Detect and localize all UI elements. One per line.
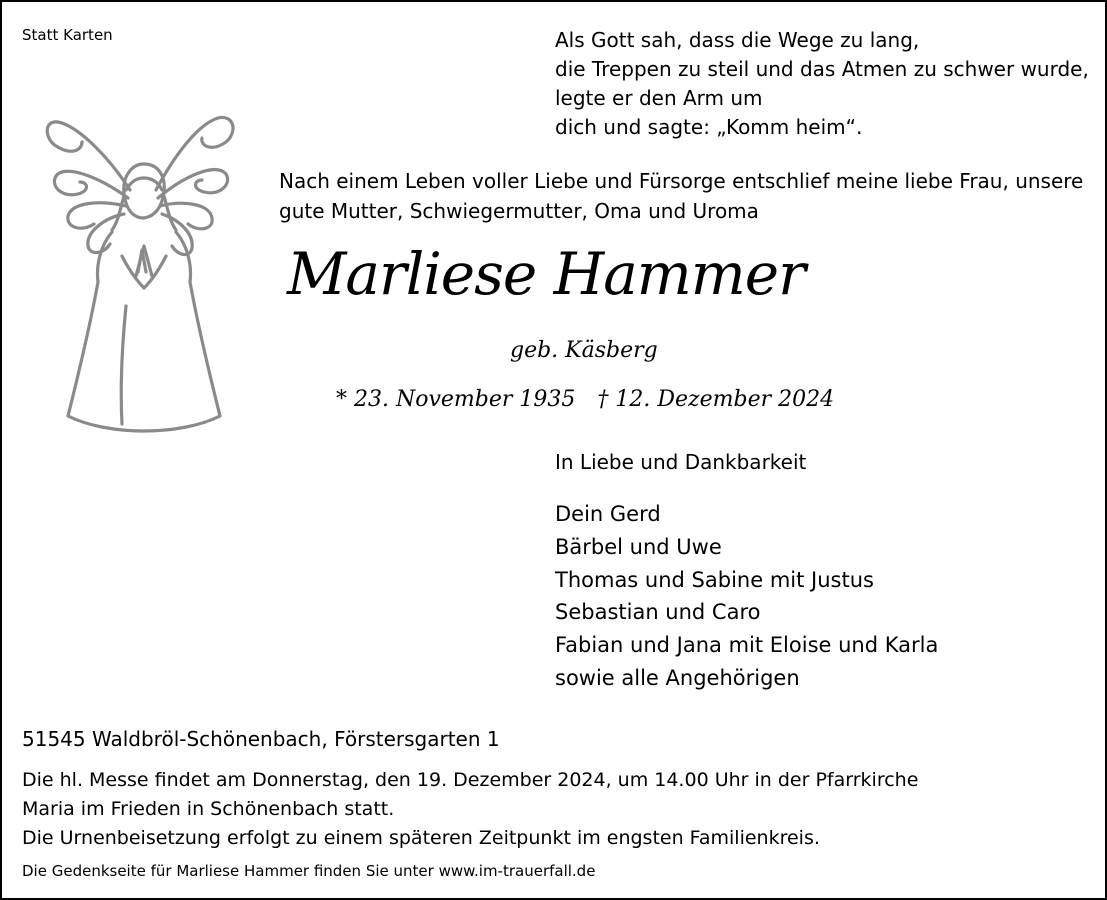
life-dates	[336, 387, 834, 412]
list-item: Sebastian und Caro	[555, 600, 761, 625]
angel-icon	[38, 106, 238, 446]
list-item: Dein Gerd	[555, 502, 661, 526]
death-date: † 12. Dezember 2024	[597, 387, 835, 412]
maiden-name: geb. Käsberg	[510, 338, 658, 363]
service-line: Die hl. Messe findet am Donnerstag, den 19. Dezember 2024, um 14.00 Uhr in der Pfarrkirche	[22, 769, 919, 791]
intro-text	[279, 166, 1083, 226]
list-item: Thomas und Sabine mit Justus	[555, 567, 874, 592]
intro-line: gute Mutter, Schwiegermutter, Oma und Uroma	[279, 199, 759, 223]
poem-line: dich und sagte: „Komm heim“.	[555, 115, 863, 139]
poem-line: legte er den Arm um	[555, 86, 763, 110]
list-item: Fabian und Jana mit Eloise und Karla	[555, 633, 939, 658]
mourners-list	[555, 498, 938, 695]
birth-date: * 23. November 1935	[336, 387, 576, 412]
mourners-heading: In Liebe und Dankbarkeit	[555, 450, 807, 474]
service-line: Maria im Frieden in Schönenbach statt.	[22, 798, 395, 820]
deceased-name: Marliese Hammer	[287, 240, 805, 308]
intro-line: Nach einem Leben voller Liebe und Fürsorge entschlief meine liebe Frau, unsere	[279, 169, 1084, 193]
poem-line: Als Gott sah, dass die Wege zu lang,	[555, 28, 920, 52]
memorial-page-note: Die Gedenkseite für Marliese Hammer finden Sie unter www.im-trauerfall.de	[22, 862, 596, 880]
list-item: Bärbel und Uwe	[555, 534, 722, 559]
poem-line: die Treppen zu steil und das Atmen zu schwer wurde,	[555, 57, 1089, 81]
address: 51545 Waldbröl-Schönenbach, Förstersgarten 1	[22, 727, 500, 751]
statt-karten-label: Statt Karten	[22, 26, 113, 44]
list-item: sowie alle Angehörigen	[555, 665, 800, 690]
poem	[555, 26, 1089, 142]
service-info	[22, 766, 918, 853]
service-line: Die Urnenbeisetzung erfolgt zu einem späteren Zeitpunkt im engsten Familienkreis.	[22, 827, 820, 849]
